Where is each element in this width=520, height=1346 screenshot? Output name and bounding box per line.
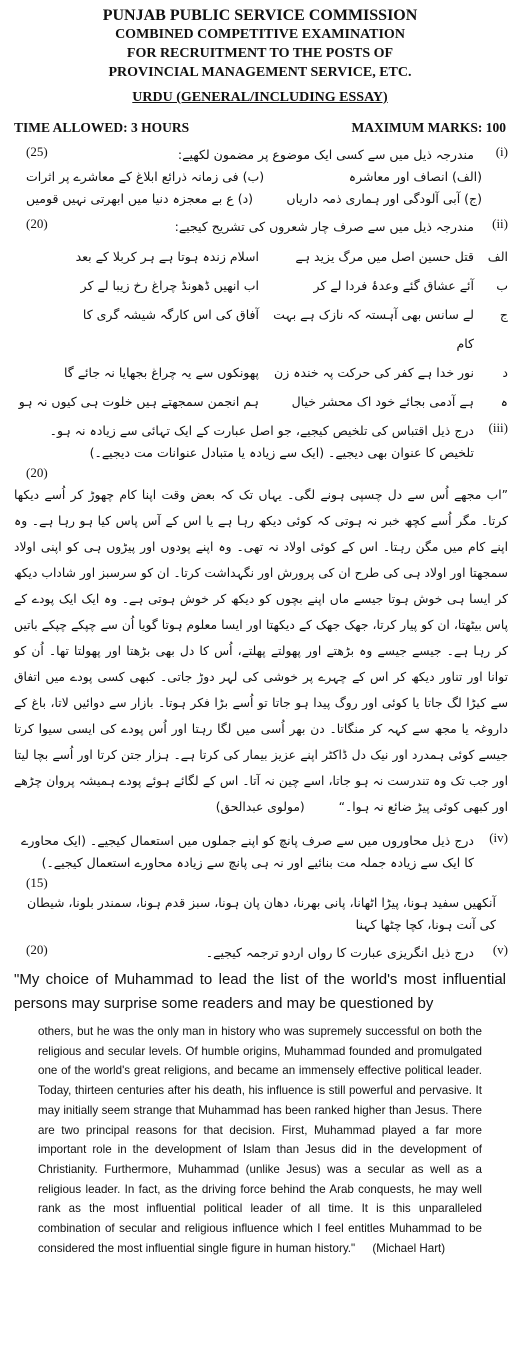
time-allowed: TIME ALLOWED: 3 HOURS bbox=[14, 120, 190, 135]
couplet-label: الف bbox=[487, 249, 508, 264]
question-marks: (20) bbox=[26, 216, 48, 231]
passage-text bbox=[0, 482, 520, 820]
couplet-item bbox=[8, 242, 508, 271]
translation-intro: "My choice of Muhammad to lead the list of the world's most influential persons may surprise some readers and may be questioned by bbox=[14, 971, 506, 1012]
question-marks: (25) bbox=[26, 144, 48, 159]
essay-options-row-1 bbox=[14, 166, 508, 188]
couplet-line-first: قتل حسین اصل میں مرگ یزید ہے bbox=[295, 249, 474, 264]
couplet-item bbox=[8, 358, 508, 387]
question-number: (ii) bbox=[492, 216, 508, 231]
couplet-label: د bbox=[502, 365, 508, 380]
commission-title: PUNJAB PUBLIC SERVICE COMMISSION bbox=[102, 7, 418, 24]
question-text: مندرجہ ذیل میں سے صرف چار شعروں کی تشریح کیجیے: bbox=[174, 219, 474, 234]
essay-option: (ب) فی زمانہ ذرائع ابلاغ کے معاشرے پر اثرات bbox=[26, 169, 265, 184]
translation-author: (Michael Hart) bbox=[372, 1241, 446, 1255]
couplet-line-second: آفاق کی اس کارگہ شیشہ گری کا bbox=[82, 307, 259, 322]
couplet-label: ج bbox=[499, 307, 508, 322]
couplet-label: ب bbox=[496, 278, 508, 293]
couplet-label: ہ bbox=[500, 394, 508, 409]
question-number: (iv) bbox=[489, 830, 508, 845]
question-text: درج ذیل اقتباس کی تلخیص کیجیے، جو اصل عبارت کے ایک تہائی سے زیادہ نہ ہو۔ تلخیص کا عنوان بھی دیجیے۔ (ایک سے زیادہ یا متبادل عنوانات مت دیجیے۔) bbox=[49, 423, 474, 460]
question-marks: (15) bbox=[26, 875, 48, 890]
couplet-line-second: پھونکوں سے یہ چراغ بجھایا نہ جائے گا bbox=[64, 365, 259, 380]
essay-option: (د) ع بے معجزہ دنیا میں ابھرتی نہیں قومیں bbox=[26, 191, 254, 206]
essay-options-row-2 bbox=[14, 188, 508, 210]
passage-body: ”اب مجھے اُس سے دل چسپی ہونے لگی۔ یہاں تک کہ بعض وقت اپنا کام چھوڑ کر اُسے دیکھا کرتا۔ مگر اُسے کچھ خبر نہ ہوتی کہ کوئی دیکھ رہا ہے یا اس کے آس پاس کیا ہو رہا ہے۔ وہ اپنے کام میں مگن رہتا۔ اس کے کوئی اولاد نہ تھی۔ وہ اپنے پودوں اور پیڑوں ہی کو اپنی اولاد سمجھتا اور اولاد ہی کی طرح ان کی پرورش اور نگہداشت کرتا۔ ان کو سرسبز اور شاداب دیکھ کر ایسا ہی خوش ہوتا جیسے ماں اپنے بچوں کو دیکھ کر خوش ہوتی ہے۔ وہ ایک ایک پودے کے پاس بیٹھتا، ان کو پیار کرتا، جھک جھک کے دیکھتا اور ایسا معلوم ہوتا گویا اُن سے چپکے چپکے باتیں کر رہا ہے۔ جیسے جیسے وہ بڑھتے اور پھولتے پھلتے، اُس کا دل بھی بڑھتا اور پھولتا تھا۔ اُن کو توانا اور تناور دیکھ کر اس کے چہرے پر خوشی کی لہر دوڑ جاتی۔ کبھی کسی پودے میں اتفاق سے کیڑا لگ جاتا یا کوئی اور روگ پیدا ہو جاتا تو اُسے بڑا فکر ہوتا۔ بازار سے دوائیں لاتا، باغ کے داروغہ یا مجھ سے کہہ کر منگاتا۔ دن بھر اُسی میں لگا رہتا اور اُس پودے کی ایسی سیوا کرتا جیسے کوئی ہمدرد اور نیک دل ڈاکٹر اپنے عزیز بیمار کی کرتا ہے۔ ہزار جتن کرتا اور اُسے بچا لیتا اور جب تک وہ تندرست نہ ہو جاتا، اسے چین نہ آتا۔ اس کے لگائے ہوئے پودے ہمیشہ پروان چڑھے اور کبھی کوئی پیڑ ضائع نہ ہوا۔“ bbox=[14, 488, 508, 814]
couplet-line-second: اب انھیں ڈھونڈ چراغ رخ زیبا لے کر bbox=[80, 278, 259, 293]
question-text: درج ذیل محاوروں میں سے صرف پانچ کو اپنے جملوں میں استعمال کیجیے۔ (ایک محاورے کا ایک سے زیادہ جملہ مت بنائیے اور نہ ہی پانچ سے زیادہ محاورے استعمال کیجیے۔) bbox=[21, 833, 474, 870]
couplet-item bbox=[8, 271, 508, 300]
couplet-list bbox=[0, 242, 520, 416]
essay-option: (الف) انصاف اور معاشرہ bbox=[348, 169, 482, 184]
translation-body: others, but he was the only man in history who was supremely successful on both the religious and secular levels. Of humble origins, Muhammad founded and promulgated one of the world's great religions, and became an immensely effective political leader. Today, thirteen centuries after his death, his influence is still powerful and pervasive. It may initially seem strange that Muhammad has been ranked higher than Jesus. There are two principal reasons for that decision. First, Muhammad played a far more important role in the development of Islam than Jesus did in the development of Christianity. Furthermore, Muhammad (unlike Jesus) was a secular as well as a religious leader. In fact, as the driving force behind the Arab conquests, he may well rank as the most influential political leader of all time. It is this unparalleled combination of secular and religious influence which I feel entitles Muhammad to be considered the most influential single figure in human history." bbox=[38, 1025, 482, 1255]
question-3 bbox=[14, 420, 508, 482]
question-number: (iii) bbox=[488, 420, 508, 435]
couplet-line-second: ہم انجمن سمجھتے ہیں خلوت ہی کیوں نہ ہو bbox=[18, 394, 259, 409]
couplet-item bbox=[8, 300, 508, 358]
exam-header bbox=[0, 6, 520, 82]
maximum-marks: MAXIMUM MARKS: 100 bbox=[351, 120, 506, 135]
question-number: (i) bbox=[495, 144, 508, 159]
question-4 bbox=[14, 830, 508, 936]
translation-passage bbox=[38, 1022, 482, 1258]
essay-option: (ج) آبی آلودگی اور ہماری ذمہ داریاں bbox=[286, 191, 482, 206]
couplet-line-first: ہے آدمی بجائے خود اک محشر خیال bbox=[291, 394, 474, 409]
question-2 bbox=[14, 216, 508, 238]
couplet-line-first: لے سانس بھی آہستہ کہ نازک ہے بہت کام bbox=[273, 307, 474, 351]
recruitment-line: FOR RECRUITMENT TO THE POSTS OF bbox=[126, 46, 394, 61]
couplet-line-first: نور خدا ہے کفر کی حرکت پہ خندہ زن bbox=[274, 365, 474, 380]
idiom-list: آنکھیں سفید ہونا، پیڑا اٹھانا، پانی بھرنا، دھان پان ہونا، سبز قدم ہونا، سمندر بلونا، شیطان کی آنت ہونا، کچا چٹھا کہنا bbox=[26, 895, 496, 932]
question-5 bbox=[14, 942, 508, 964]
exam-title: COMBINED COMPETITIVE EXAMINATION bbox=[115, 27, 405, 42]
question-text: مندرجہ ذیل میں سے کسی ایک موضوع پر مضمون لکھیے: bbox=[177, 147, 474, 162]
question-1 bbox=[14, 144, 508, 210]
couplet-line-first: آئے عشاق گئے وعدۂ فردا لے کر bbox=[313, 278, 474, 293]
question-marks: (20) bbox=[26, 942, 48, 957]
couplet-item bbox=[8, 387, 508, 416]
couplet-line-second: اسلام زندہ ہوتا ہے ہر کربلا کے بعد bbox=[75, 249, 259, 264]
time-marks-bar bbox=[0, 120, 520, 136]
subject-title: URDU (GENERAL/INCLUDING ESSAY) bbox=[132, 90, 388, 105]
question-number: (v) bbox=[492, 942, 508, 957]
passage-source: (مولوی عبدالحق) bbox=[215, 800, 305, 814]
service-line: PROVINCIAL MANAGEMENT SERVICE, ETC. bbox=[108, 65, 412, 80]
question-text: درج ذیل انگریزی عبارت کا رواں اردو ترجمہ کیجیے۔ bbox=[205, 945, 474, 960]
question-marks: (20) bbox=[26, 465, 48, 480]
